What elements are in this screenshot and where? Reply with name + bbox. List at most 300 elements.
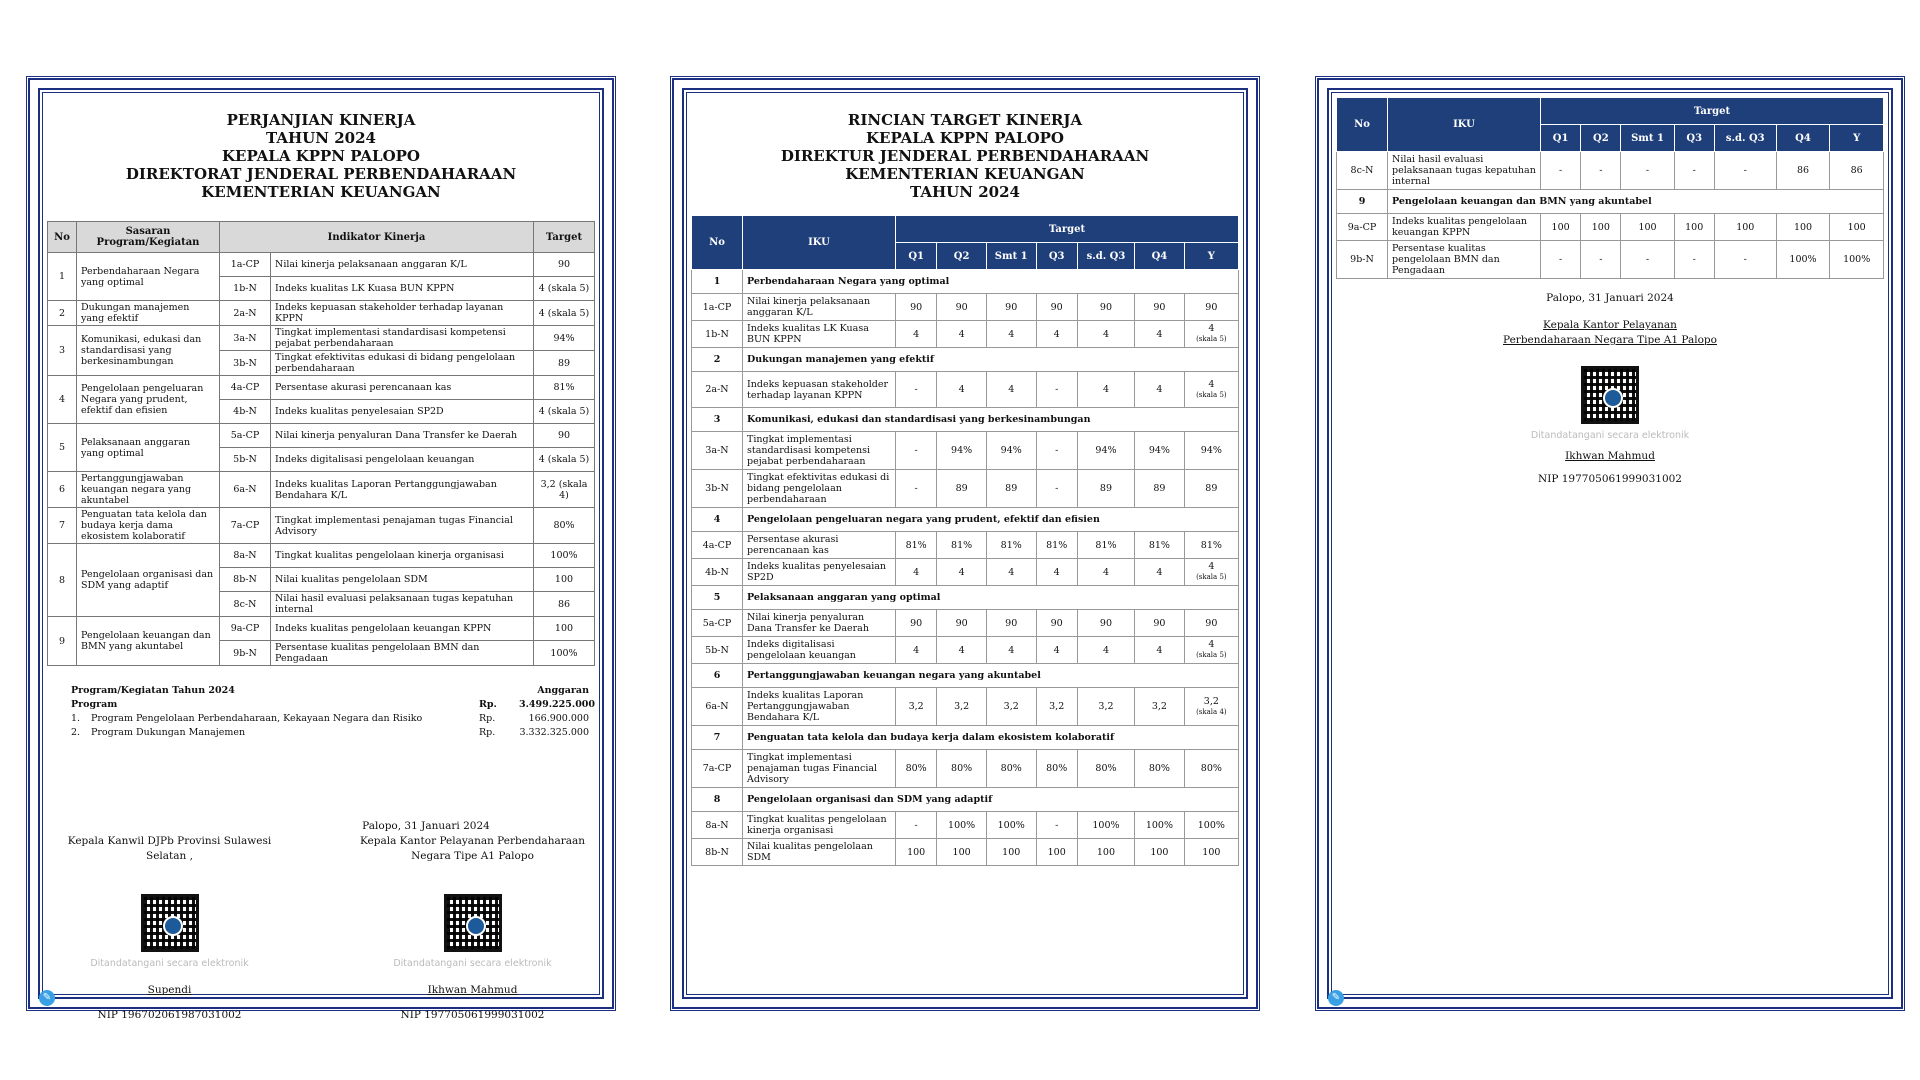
document-page-2 [670, 76, 1260, 1011]
value-text: 86 [1850, 165, 1863, 176]
target-cell: 89 [534, 351, 595, 376]
indikator-cell: Tingkat implementasi penajaman tugas Financial Advisory [271, 508, 534, 544]
signer-name: Ikhwan Mahmud [427, 984, 518, 996]
target-value [1184, 532, 1238, 559]
value-text: 4 [913, 566, 920, 578]
target-value [896, 321, 937, 348]
sasaran-cell: Pengelolaan organisasi dan SDM yang adaptif [77, 544, 220, 617]
target-value [1714, 241, 1776, 279]
target-value [1674, 241, 1714, 279]
target-value [937, 321, 987, 348]
value-text: 4 [1156, 644, 1163, 656]
document-page-3 [1315, 76, 1905, 1011]
value-text: 4 [1208, 639, 1215, 650]
indikator-cell: Persentase kualitas pengelolaan BMN dan Pengadaan [271, 641, 534, 666]
target-value [1036, 812, 1077, 839]
value-text: - [1645, 165, 1650, 176]
target-value [1776, 214, 1830, 241]
value-text: 4 [1102, 384, 1109, 395]
signer-name: Ikhwan Mahmud [1565, 450, 1655, 462]
indikator-cell: Tingkat efektivitas edukasi di bidang pengelolaan perbendaharaan [271, 351, 534, 376]
table-row [48, 544, 595, 568]
target-table [691, 215, 1239, 866]
target-cell: 3,2 (skala 4) [534, 472, 595, 508]
table-row [1337, 241, 1884, 279]
col-header-period: Q2 [1581, 125, 1621, 152]
value-text: 90 [1050, 301, 1063, 313]
col-header-period: Smt 1 [1621, 125, 1674, 152]
target-value [1077, 532, 1134, 559]
iku-cell: Indeks kualitas pengelolaan keuangan KPPN [1388, 214, 1541, 241]
esign-watermark: Ditandatangani secara elektronik [90, 958, 249, 969]
table-row [692, 610, 1239, 637]
value-text: - [1743, 254, 1747, 265]
target-cell: 100% [534, 544, 595, 568]
col-header-period: Q4 [1135, 243, 1185, 270]
target-value [1135, 750, 1185, 788]
value-text: 100 [1202, 846, 1221, 858]
iku-code: 8b-N [692, 839, 743, 866]
target-value [1184, 321, 1238, 348]
value-text: - [914, 445, 918, 456]
scale-note: (skala 5) [1196, 573, 1227, 581]
indikator-code: 3b-N [220, 351, 271, 376]
program-label: Program [71, 699, 118, 710]
row-number: 6 [48, 472, 77, 508]
target-value [896, 294, 937, 321]
value-text: 94% [1148, 445, 1170, 456]
value-text: 100 [907, 846, 926, 858]
indikator-code: 9a-CP [220, 617, 271, 641]
target-cell: 90 [534, 424, 595, 448]
iku-cell: Persentase kualitas pengelolaan BMN dan Pengadaan [1388, 241, 1541, 279]
target-value [1036, 321, 1077, 348]
sasaran-cell: Dukungan manajemen yang efektif [77, 301, 220, 326]
value-text: 90 [1005, 617, 1018, 629]
table-row [692, 559, 1239, 586]
target-value [1077, 839, 1134, 866]
indikator-code: 3a-N [220, 326, 271, 351]
target-value [1674, 214, 1714, 241]
iku-cell: Indeks kualitas LK Kuasa BUN KPPN [743, 321, 896, 348]
title-line: DIREKTORAT JENDERAL PERBENDAHARAAN [125, 165, 517, 183]
value-text: 4 [1102, 644, 1109, 656]
target-value [1541, 241, 1581, 279]
row-number: 8 [48, 544, 77, 617]
table-row [48, 376, 595, 400]
program-number: 2. [71, 727, 81, 738]
row-number: 3 [48, 326, 77, 376]
col-header: Indikator Kinerja [220, 222, 534, 253]
iku-cell: Nilai hasil evaluasi pelaksanaan tugas kepatuhan internal [1388, 152, 1541, 190]
target-value [1776, 241, 1830, 279]
value-text: 4 [958, 384, 965, 395]
target-value [1077, 372, 1134, 408]
col-header-period: s.d. Q3 [1714, 125, 1776, 152]
iku-cell: Tingkat kualitas pengelolaan kinerja organisasi [743, 812, 896, 839]
pen-icon[interactable]: ✎ [39, 990, 55, 1006]
value-text: 4 [1102, 328, 1109, 340]
col-header-period: Q1 [1541, 125, 1581, 152]
iku-code: 4b-N [692, 559, 743, 586]
target-value [1077, 294, 1134, 321]
program-name: Program Dukungan Manajemen [91, 727, 246, 738]
iku-code: 5b-N [692, 637, 743, 664]
target-value [937, 294, 987, 321]
value-text: 100 [1591, 221, 1610, 233]
target-value [1621, 214, 1674, 241]
value-text: 100 [1096, 846, 1116, 858]
target-value [1036, 637, 1077, 664]
target-value [1135, 321, 1185, 348]
section-number: 4 [692, 508, 743, 532]
col-header-period: s.d. Q3 [1077, 243, 1134, 270]
value-text: 94% [1000, 445, 1022, 456]
value-text: - [1599, 165, 1603, 176]
value-text: - [1559, 165, 1563, 176]
signer-title: Kepala Kantor Pelayanan Perbendaharaan Negara Tipe A1 Palopo [359, 835, 586, 862]
iku-code: 6a-N [692, 688, 743, 726]
iku-cell: Indeks kualitas penyelesaian SP2D [743, 559, 896, 586]
signer-nip: NIP 197705061999031002 [400, 1009, 545, 1021]
value-text: 81% [1148, 539, 1170, 551]
target-value [1184, 432, 1238, 470]
title-line: KEPALA KPPN PALOPO [221, 147, 421, 165]
target-value [937, 637, 987, 664]
program-amount: 166.900.000 [528, 713, 589, 724]
kinerja-table [47, 221, 595, 666]
col-header-iku: IKU [1388, 98, 1541, 152]
value-text: 90 [910, 617, 923, 629]
value-text: 3,2 [1151, 701, 1167, 712]
target-value [1184, 812, 1238, 839]
program-section [47, 684, 595, 740]
value-text: 90 [1153, 617, 1166, 629]
value-text: 100 [1150, 846, 1169, 858]
target-value [986, 688, 1036, 726]
target-value [986, 432, 1036, 470]
section-row [1337, 190, 1884, 214]
pen-icon[interactable]: ✎ [1328, 990, 1344, 1006]
target-cell: 100 [534, 568, 595, 592]
section-label: Pengelolaan organisasi dan SDM yang adaptif [743, 788, 1239, 812]
left-signature-block [47, 834, 292, 1023]
value-text: 81% [1046, 539, 1068, 551]
target-value [937, 610, 987, 637]
target-value [1077, 637, 1134, 664]
indikator-cell: Nilai hasil evaluasi pelaksanaan tugas kepatuhan internal [271, 592, 534, 617]
sign-date: Palopo, 31 Januari 2024 [362, 820, 490, 832]
target-value [1135, 470, 1185, 508]
value-text: 90 [1205, 301, 1218, 313]
target-cell: 4 (skala 5) [534, 400, 595, 424]
indikator-code: 6a-N [220, 472, 271, 508]
value-text: 90 [1050, 617, 1063, 629]
scale-note: (skala 5) [1196, 390, 1227, 399]
value-text: 90 [1099, 301, 1113, 313]
iku-code: 5a-CP [692, 610, 743, 637]
target-cell: 100% [534, 641, 595, 666]
table-row [48, 617, 595, 641]
target-value [937, 839, 987, 866]
section-number: 2 [692, 348, 743, 372]
value-text: 81% [951, 539, 973, 551]
target-cell: 4 (skala 5) [534, 301, 595, 326]
value-text: 100% [1843, 254, 1871, 265]
title-line: TAHUN 2024 [266, 129, 376, 147]
table-row [1337, 214, 1884, 241]
value-text: 3,2 [1098, 701, 1114, 712]
program-item [47, 712, 595, 726]
target-value [1830, 241, 1884, 279]
iku-code: 9a-CP [1337, 214, 1388, 241]
target-value [896, 839, 937, 866]
target-value [986, 839, 1036, 866]
value-text: 4 [913, 328, 920, 340]
title-line: KEPALA KPPN PALOPO [865, 129, 1065, 147]
target-value [986, 750, 1036, 788]
table-row [692, 750, 1239, 788]
value-text: 4 [958, 328, 965, 340]
target-value [986, 532, 1036, 559]
title-line: DIREKTUR JENDERAL PERBENDAHARAAN [780, 147, 1150, 165]
table-row [692, 688, 1239, 726]
value-text: 3,2 [1003, 701, 1019, 712]
value-text: 81% [1000, 539, 1022, 551]
iku-code: 9b-N [1337, 241, 1388, 279]
iku-code: 7a-CP [692, 750, 743, 788]
target-value [896, 688, 937, 726]
value-text: 4 [1053, 566, 1060, 578]
right-signature-block [350, 834, 595, 1023]
target-value [1135, 294, 1185, 321]
sasaran-cell: Penguatan tata kelola dan budaya kerja dama ekosistem kolaboratif [77, 508, 220, 544]
value-text: 89 [1153, 483, 1166, 494]
table-row [1337, 152, 1884, 190]
target-cell: 86 [534, 592, 595, 617]
target-value [1714, 214, 1776, 241]
indikator-cell: Tingkat implementasi standardisasi kompetensi pejabat perbendaharaan [271, 326, 534, 351]
value-text: - [1645, 254, 1650, 265]
indikator-cell: Indeks kepuasan stakeholder terhadap layanan KPPN [271, 301, 534, 326]
iku-cell: Persentase akurasi perencanaan kas [743, 532, 896, 559]
value-text: 4 [1156, 566, 1163, 578]
value-text: 3,2 [1049, 701, 1065, 712]
value-text: 3,2 [908, 701, 924, 712]
value-text: - [1055, 384, 1059, 395]
indikator-cell: Nilai kinerja penyaluran Dana Transfer ke Daerah [271, 424, 534, 448]
value-text: 100% [997, 819, 1025, 831]
target-value [1077, 470, 1134, 508]
value-text: 4 [958, 566, 965, 578]
target-value [986, 610, 1036, 637]
scale-note: (skala 5) [1196, 335, 1227, 343]
indikator-cell: Indeks kualitas pengelolaan keuangan KPPN [271, 617, 534, 641]
section-row [692, 586, 1239, 610]
program-item [47, 726, 595, 740]
value-text: - [914, 384, 918, 395]
iku-code: 1b-N [692, 321, 743, 348]
target-value [896, 470, 937, 508]
value-text: 90 [955, 617, 968, 629]
target-value [1184, 610, 1238, 637]
target-value [1541, 214, 1581, 241]
value-text: 80% [1000, 763, 1022, 774]
value-text: 4 [1008, 384, 1015, 395]
target-value [1184, 750, 1238, 788]
iku-code: 3a-N [692, 432, 743, 470]
value-text: 90 [955, 301, 968, 313]
target-value [1184, 294, 1238, 321]
target-value [1036, 610, 1077, 637]
row-number: 5 [48, 424, 77, 472]
target-value [1036, 750, 1077, 788]
value-text: 4 [1208, 378, 1215, 390]
table-row [692, 372, 1239, 408]
title-line: TAHUN 2024 [910, 183, 1020, 201]
value-text: 90 [1005, 301, 1018, 313]
value-text: 100% [948, 819, 976, 831]
value-text: 100% [1789, 254, 1817, 265]
value-text: - [914, 483, 918, 494]
table-row [692, 532, 1239, 559]
row-number: 4 [48, 376, 77, 424]
value-text: 100 [1047, 846, 1066, 858]
target-value [1135, 637, 1185, 664]
value-text: 89 [955, 483, 968, 494]
iku-code: 8c-N [1337, 152, 1388, 190]
table-row [48, 326, 595, 351]
indikator-code: 7a-CP [220, 508, 271, 544]
target-value [1135, 372, 1185, 408]
indikator-code: 8a-N [220, 544, 271, 568]
title-line: KEMENTERIAN KEUANGAN [845, 165, 1085, 183]
value-text: 4 [1008, 566, 1015, 578]
indikator-code: 4b-N [220, 400, 271, 424]
anggaran-label: Anggaran [537, 685, 589, 696]
section-number: 7 [692, 726, 743, 750]
target-value [1036, 839, 1077, 866]
target-value [1184, 637, 1238, 664]
title-line: RINCIAN TARGET KINERJA [847, 111, 1083, 129]
target-cell: 81% [534, 376, 595, 400]
value-text: 4 [1156, 328, 1163, 340]
value-text: 4 [1008, 644, 1015, 656]
indikator-code: 1a-CP [220, 253, 271, 277]
target-value [1036, 688, 1077, 726]
indikator-code: 1b-N [220, 277, 271, 301]
target-value [1077, 432, 1134, 470]
value-text: 90 [1153, 301, 1166, 313]
value-text: 4 [913, 644, 920, 656]
indikator-cell: Indeks digitalisasi pengelolaan keuangan [271, 448, 534, 472]
section-label: Dukungan manajemen yang efektif [743, 348, 1239, 372]
table-row [48, 508, 595, 544]
indikator-code: 2a-N [220, 301, 271, 326]
row-number: 9 [48, 617, 77, 666]
target-value [937, 559, 987, 586]
target-value [1135, 839, 1185, 866]
target-value [937, 812, 987, 839]
target-value [937, 470, 987, 508]
qr-code [141, 894, 199, 952]
indikator-cell: Indeks kualitas penyelesaian SP2D [271, 400, 534, 424]
value-text: 80% [905, 763, 927, 774]
section-row [692, 348, 1239, 372]
col-header-no: No [1337, 98, 1388, 152]
col-header: Sasaran Program/Kegiatan [77, 222, 220, 253]
section-row [692, 664, 1239, 688]
target-value [1776, 152, 1830, 190]
target-value [986, 559, 1036, 586]
iku-cell: Tingkat implementasi penajaman tugas Financial Advisory [743, 750, 896, 788]
target-value [986, 470, 1036, 508]
section-number: 1 [692, 270, 743, 294]
section-row [692, 408, 1239, 432]
value-text: - [1055, 819, 1059, 831]
target-value [1184, 688, 1238, 726]
value-text: 4 [1102, 566, 1109, 578]
col-header-period: Q1 [896, 243, 937, 270]
value-text: - [1559, 254, 1563, 265]
table-row [692, 470, 1239, 508]
target-value [1077, 812, 1134, 839]
value-text: 100 [1551, 221, 1570, 233]
value-text: - [1692, 165, 1696, 176]
target-value [986, 812, 1036, 839]
currency: Rp. [479, 713, 496, 724]
target-value [1077, 610, 1134, 637]
value-text: 94% [1200, 445, 1222, 456]
target-value [1184, 470, 1238, 508]
section-number: 8 [692, 788, 743, 812]
target-value [1077, 321, 1134, 348]
indikator-cell: Indeks kualitas Laporan Pertanggungjawaban Bendahara K/L [271, 472, 534, 508]
target-value [1581, 214, 1621, 241]
col-header-period: Q4 [1776, 125, 1830, 152]
target-value [1135, 432, 1185, 470]
value-text: 100% [1197, 819, 1225, 831]
section-number: 3 [692, 408, 743, 432]
section-number: 5 [692, 586, 743, 610]
target-value [1135, 559, 1185, 586]
value-text: - [1055, 483, 1059, 494]
target-value [1036, 372, 1077, 408]
table-row [692, 432, 1239, 470]
indikator-cell: Tingkat kualitas pengelolaan kinerja organisasi [271, 544, 534, 568]
col-header-period: Y [1184, 243, 1238, 270]
value-text: 80% [1046, 763, 1068, 774]
iku-cell: Nilai kinerja penyaluran Dana Transfer ke Daerah [743, 610, 896, 637]
value-text: - [1743, 165, 1747, 176]
target-cell: 80% [534, 508, 595, 544]
table-row [692, 321, 1239, 348]
section-label: Pelaksanaan anggaran yang optimal [743, 586, 1239, 610]
section-label: Pengelolaan keuangan dan BMN yang akuntabel [1388, 190, 1884, 214]
value-text: 89 [1205, 483, 1218, 494]
value-text: 4 [1053, 644, 1060, 656]
iku-code: 1a-CP [692, 294, 743, 321]
target-value [1036, 559, 1077, 586]
sign-date: Palopo, 31 Januari 2024 [1546, 292, 1674, 304]
target-value [1674, 152, 1714, 190]
col-header-period: Y [1830, 125, 1884, 152]
value-text: - [914, 819, 918, 831]
target-value [896, 532, 937, 559]
section-label: Pertanggungjawaban keuangan negara yang akuntabel [743, 664, 1239, 688]
section-number: 6 [692, 664, 743, 688]
value-text: 80% [1200, 763, 1222, 774]
